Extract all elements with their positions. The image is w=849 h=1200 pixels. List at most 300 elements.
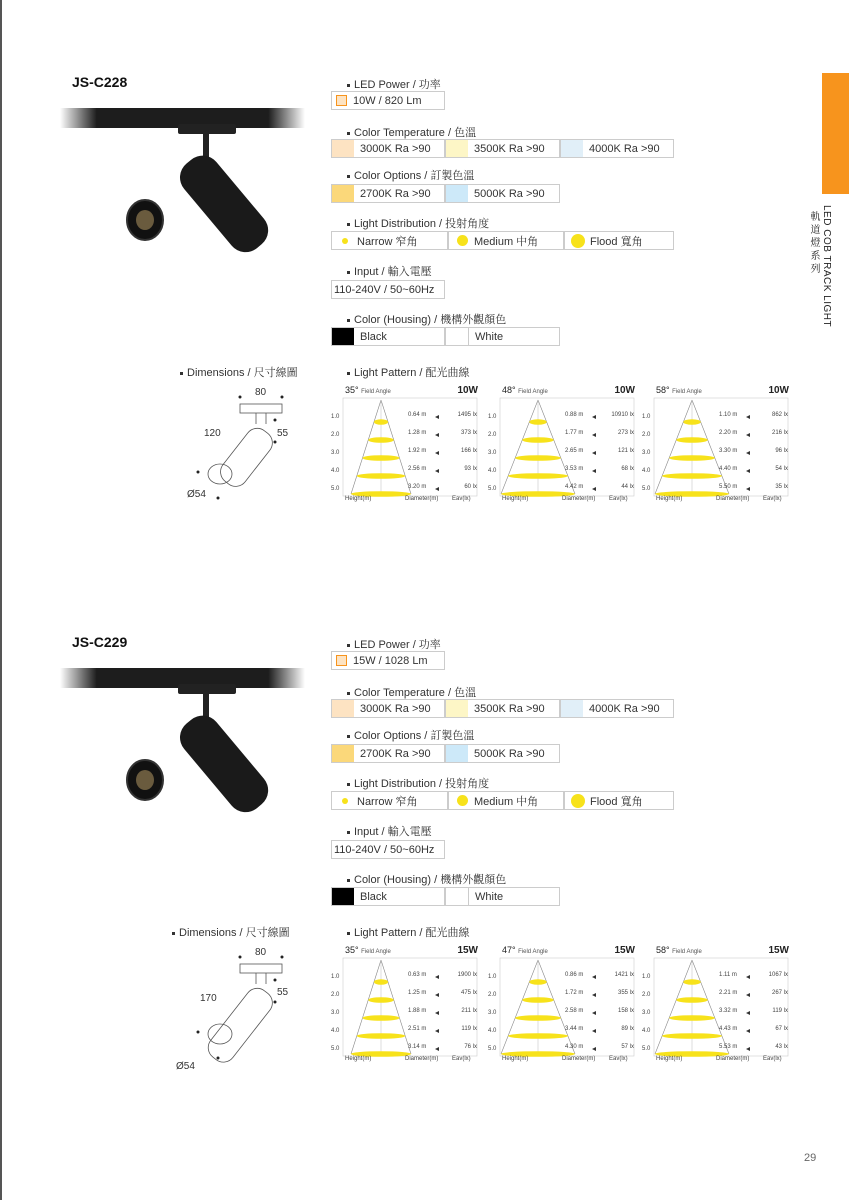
lux-label: 166 lx [460,448,477,454]
beam-dot-icon [457,795,468,806]
beam-ellipse [683,979,700,985]
chart-footer-height: Height(m) [656,496,683,502]
beam-ellipse [662,1033,722,1039]
lux-label: 216 lx [771,430,788,436]
chart-wattage: 10W [614,385,635,396]
cct-option [560,699,674,718]
diameter-label: 1.88 m [408,1008,427,1014]
dim-height: 170 [200,993,217,1004]
beam-ellipse [362,455,399,461]
chart-wattage: 10W [768,385,789,396]
power-heading: LED Power / 功率 [347,636,441,652]
track-adapter [178,684,236,694]
height-tick-label: 1.0 [488,414,497,420]
beam-dot-icon [342,238,348,244]
housing-option [331,887,445,906]
options-heading: Color Options / 訂製色溫 [347,167,474,183]
pointer-arrow [592,433,596,437]
lux-label: 89 lx [621,1026,634,1032]
cct-option [331,139,445,158]
field-angle-label: 58° Field Angle [656,945,702,955]
chart-footer-eav: Eav(lx) [609,496,628,502]
height-tick-label: 2.0 [331,432,340,438]
height-tick-label: 3.0 [488,450,497,456]
diameter-label: 1.25 m [408,990,427,996]
cct-option [331,699,445,718]
light-pattern-chart [488,385,635,507]
pointer-arrow [592,993,596,997]
height-tick-label: 5.0 [331,1046,340,1052]
dims-heading: Dimensions / 尺寸線圖 [172,924,290,940]
distribution-options [331,231,674,250]
housing-label: Black [360,330,387,343]
pointer-arrow [746,1011,750,1015]
diameter-label: 0.64 m [408,412,427,418]
cone-edge [381,960,411,1054]
beam-ellipse [357,1033,406,1039]
beam-ellipse [522,997,553,1003]
option-label: 2700K Ra >90 [360,187,431,200]
chart-footer-height: Height(m) [656,1056,683,1062]
diameter-label: 1.28 m [408,430,427,436]
diameter-label: 1.72 m [565,990,584,996]
lux-label: 43 lx [775,1044,788,1050]
diameter-label: 4.42 m [565,484,584,490]
distribution-option [331,791,448,810]
dim-height: 120 [204,428,221,439]
distribution-option [448,231,564,250]
color-swatch [561,140,583,157]
option-label: 2700K Ra >90 [360,747,431,760]
color-swatch [446,745,468,762]
cct-option [445,139,560,158]
beam-ellipse [662,473,722,479]
diameter-label: 5.53 m [719,1044,738,1050]
chart-wattage: 10W [457,385,478,396]
distribution-label: Flood 寬角 [590,795,643,808]
pointer-arrow [746,451,750,455]
side-label [808,205,832,328]
height-tick-label: 4.0 [642,468,651,474]
sun-icon [336,655,347,666]
pointer-arrow [746,415,750,419]
pointer-arrow [435,487,439,491]
lux-label: 68 lx [621,466,634,472]
diameter-label: 2.20 m [719,430,738,436]
height-tick-label: 5.0 [488,486,497,492]
power-field: 10W / 820 Lm [331,91,445,110]
dimension-drawing [180,942,310,1072]
beam-ellipse [669,455,715,461]
lux-label: 44 lx [621,484,634,490]
cct-option [445,699,560,718]
color-option [445,744,560,763]
diameter-label: 4.30 m [565,1044,584,1050]
color-swatch [446,185,468,202]
cone-edge [655,960,692,1054]
color-swatch [332,328,354,345]
height-tick-label: 1.0 [488,974,497,980]
power-heading: LED Power / 功率 [347,76,441,92]
housing-label: Black [360,890,387,903]
dist-heading: Light Distribution / 投射角度 [347,775,489,791]
chart-footer-height: Height(m) [502,496,529,502]
distribution-label: Narrow 窄角 [357,235,418,248]
housing-label: White [475,890,504,903]
field-angle-label: 35° Field Angle [345,385,391,395]
beam-cone-diagram [331,945,478,1067]
lamp-lens [136,770,154,790]
lamp-lens [136,210,154,230]
cct-heading: Color Temperature / 色溫 [347,124,476,140]
height-tick-label: 4.0 [642,1028,651,1034]
height-tick-label: 3.0 [331,450,340,456]
lux-label: 373 lx [460,430,477,436]
dist-heading: Light Distribution / 投射角度 [347,215,489,231]
beam-ellipse [515,1015,561,1021]
cct-label: 3500K Ra >90 [474,702,545,715]
options-heading: Color Options / 訂製色溫 [347,727,474,743]
track-adapter [178,124,236,134]
height-tick-label: 1.0 [642,974,651,980]
color-swatch [561,700,583,717]
dim-offset: 55 [277,987,289,998]
cone-edge [351,400,381,494]
pointer-arrow [592,1011,596,1015]
distribution-label: Medium 中角 [474,795,539,808]
beam-ellipse [676,437,707,443]
color-options [331,184,560,203]
height-tick-label: 2.0 [642,992,651,998]
housing-option [445,327,560,346]
chart-wattage: 15W [768,945,789,956]
diameter-label: 2.65 m [565,448,584,454]
distribution-label: Flood 寬角 [590,235,643,248]
cone-edge [655,400,692,494]
chart-wattage: 15W [614,945,635,956]
beam-ellipse [374,419,388,425]
dims-heading: Dimensions / 尺寸線圖 [180,364,298,380]
height-tick-label: 2.0 [488,992,497,998]
chart-footer-diameter: Diameter(m) [562,496,596,502]
beam-cone-diagram [488,385,635,507]
height-tick-label: 2.0 [642,432,651,438]
lux-label: 475 lx [460,990,477,996]
product-photo [60,100,310,260]
beam-dot-icon [457,235,468,246]
diameter-label: 2.21 m [719,990,738,996]
option-label: 5000K Ra >90 [474,187,545,200]
color-swatch [446,888,469,905]
dim-diameter: Ø54 [187,489,206,500]
pattern-heading: Light Pattern / 配光曲線 [347,364,470,380]
cct-label: 3500K Ra >90 [474,142,545,155]
cone-edge [351,960,381,1054]
light-pattern-chart [642,385,789,507]
cct-options [331,699,674,718]
pointer-arrow [435,1047,439,1051]
diameter-label: 3.44 m [565,1026,584,1032]
diameter-label: 3.14 m [408,1044,427,1050]
pointer-arrow [592,451,596,455]
color-option [331,184,445,203]
lux-label: 119 lx [461,1026,477,1032]
dim-width: 80 [255,387,267,398]
height-tick-label: 5.0 [488,1046,497,1052]
height-tick-label: 4.0 [331,1028,340,1034]
diameter-label: 2.56 m [408,466,427,472]
color-option [445,184,560,203]
input-heading: Input / 輸入電壓 [347,263,432,279]
height-tick-label: 3.0 [488,1010,497,1016]
diameter-label: 1.92 m [408,448,427,454]
housing-options [331,887,560,906]
lux-label: 119 lx [772,1008,788,1014]
input-field: 110-240V / 50~60Hz [331,840,445,859]
lux-label: 10910 lx [611,412,634,418]
lux-label: 355 lx [617,990,634,996]
lux-label: 96 lx [775,448,788,454]
beam-ellipse [676,997,707,1003]
beam-ellipse [368,437,394,443]
lux-label: 93 lx [464,466,477,472]
color-swatch [446,700,468,717]
lux-label: 267 lx [771,990,788,996]
pointer-arrow [746,975,750,979]
height-tick-label: 1.0 [331,974,340,980]
chart-footer-eav: Eav(lx) [763,496,782,502]
diameter-label: 0.63 m [408,972,427,978]
beam-ellipse [515,455,561,461]
height-tick-label: 4.0 [488,1028,497,1034]
pointer-arrow [746,487,750,491]
chart-footer-eav: Eav(lx) [452,1056,471,1062]
beam-ellipse [508,473,568,479]
pointer-arrow [435,433,439,437]
beam-dot-icon [571,794,585,808]
model-name: JS-C228 [72,74,128,90]
dim-width: 80 [255,947,267,958]
chart-footer-diameter: Diameter(m) [716,1056,750,1062]
diameter-label: 3.32 m [719,1008,738,1014]
page-left-edge [0,0,2,1200]
diameter-label: 0.86 m [565,972,584,978]
cct-label: 4000K Ra >90 [589,702,660,715]
light-pattern-chart [488,945,635,1067]
lamp-body [173,148,276,259]
pointer-arrow [435,975,439,979]
beam-dot-icon [342,798,348,804]
cct-option [560,139,674,158]
lux-label: 57 lx [621,1044,634,1050]
height-tick-label: 5.0 [642,486,651,492]
light-pattern-chart [331,945,478,1067]
lamp-body [173,708,276,819]
pointer-arrow [435,415,439,419]
cct-options [331,139,674,158]
power-field: 15W / 1028 Lm [331,651,445,670]
diameter-label: 1.10 m [719,412,738,418]
lux-label: 54 lx [775,466,788,472]
beam-ellipse [529,419,546,425]
lux-label: 60 lx [464,484,477,490]
light-pattern-chart [642,945,789,1067]
pointer-arrow [435,451,439,455]
pointer-arrow [746,433,750,437]
pointer-arrow [746,1029,750,1033]
dim-offset: 55 [277,428,289,439]
housing-options [331,327,560,346]
height-tick-label: 3.0 [642,450,651,456]
beam-cone-diagram [331,385,478,507]
chart-footer-eav: Eav(lx) [763,1056,782,1062]
pointer-arrow [746,993,750,997]
beam-ellipse [357,473,406,479]
distribution-options [331,791,674,810]
pointer-arrow [435,1029,439,1033]
pointer-arrow [592,975,596,979]
chart-footer-height: Height(m) [345,496,372,502]
lux-label: 1495 lx [457,412,477,418]
color-options [331,744,560,763]
dim-diameter: Ø54 [176,1061,195,1072]
diameter-label: 0.88 m [565,412,584,418]
pointer-arrow [435,469,439,473]
pointer-arrow [592,1029,596,1033]
beam-dot-icon [571,234,585,248]
distribution-option [564,791,674,810]
beam-ellipse [368,997,394,1003]
input-heading: Input / 輸入電壓 [347,823,432,839]
beam-cone-diagram [488,945,635,1067]
cct-label: 4000K Ra >90 [589,142,660,155]
option-label: 5000K Ra >90 [474,747,545,760]
pointer-arrow [592,415,596,419]
height-tick-label: 4.0 [488,468,497,474]
diameter-label: 2.58 m [565,1008,584,1014]
beam-ellipse [374,979,388,985]
lux-label: 1067 lx [768,972,788,978]
lux-label: 35 lx [775,484,788,490]
input-field: 110-240V / 50~60Hz [331,280,445,299]
diameter-label: 2.51 m [408,1026,427,1032]
beam-ellipse [683,419,700,425]
housing-label: White [475,330,504,343]
chart-wattage: 15W [457,945,478,956]
housing-heading: Color (Housing) / 機構外觀顏色 [347,311,506,327]
light-pattern-chart [331,385,478,507]
lux-label: 121 lx [617,448,634,454]
cct-label: 3000K Ra >90 [360,142,431,155]
chart-footer-diameter: Diameter(m) [716,496,750,502]
beam-cone-diagram [642,945,789,1067]
height-tick-label: 2.0 [488,432,497,438]
diameter-label: 3.53 m [565,466,584,472]
product-photo [60,660,310,820]
color-swatch [332,888,354,905]
beam-ellipse [529,979,546,985]
chart-footer-eav: Eav(lx) [452,496,471,502]
housing-option [331,327,445,346]
diameter-label: 4.40 m [719,466,738,472]
lux-label: 158 lx [617,1008,634,1014]
cone-edge [501,400,538,494]
distribution-label: Narrow 窄角 [357,795,418,808]
chart-footer-height: Height(m) [502,1056,529,1062]
lux-label: 862 lx [771,412,788,418]
side-label-cn: 軌道燈系列 [808,211,819,276]
pointer-arrow [592,469,596,473]
cone-edge [381,400,411,494]
pattern-heading: Light Pattern / 配光曲線 [347,924,470,940]
distribution-option [564,231,674,250]
field-angle-label: 58° Field Angle [656,385,702,395]
page-number: 29 [804,1152,817,1164]
chart-footer-diameter: Diameter(m) [405,1056,439,1062]
color-swatch [332,745,354,762]
chart-footer-diameter: Diameter(m) [405,496,439,502]
pointer-arrow [746,1047,750,1051]
height-tick-label: 1.0 [331,414,340,420]
beam-ellipse [522,437,553,443]
color-swatch [446,328,469,345]
beam-ellipse [362,1015,399,1021]
field-angle-label: 35° Field Angle [345,945,391,955]
height-tick-label: 3.0 [642,1010,651,1016]
beam-ellipse [508,1033,568,1039]
distribution-label: Medium 中角 [474,235,539,248]
cone-edge [501,960,538,1054]
beam-cone-diagram [642,385,789,507]
height-tick-label: 1.0 [642,414,651,420]
field-angle-label: 48° Field Angle [502,385,548,395]
pointer-arrow [592,487,596,491]
pointer-arrow [435,993,439,997]
housing-option [445,887,560,906]
sun-icon [336,95,347,106]
section-tab [822,73,849,194]
chart-footer-eav: Eav(lx) [609,1056,628,1062]
height-tick-label: 4.0 [331,468,340,474]
model-name: JS-C229 [72,634,128,650]
diameter-label: 5.50 m [719,484,738,490]
lux-label: 67 lx [775,1026,788,1032]
field-angle-label: 47° Field Angle [502,945,548,955]
height-tick-label: 3.0 [331,1010,340,1016]
color-option [331,744,445,763]
color-swatch [332,700,354,717]
pointer-arrow [746,469,750,473]
lux-label: 273 lx [617,430,634,436]
pointer-arrow [592,1047,596,1051]
diameter-label: 3.20 m [408,484,427,490]
color-swatch [446,140,468,157]
height-tick-label: 5.0 [642,1046,651,1052]
beam-ellipse [669,1015,715,1021]
diameter-label: 3.30 m [719,448,738,454]
diameter-label: 1.77 m [565,430,584,436]
side-label-en: LED COB TRACK LIGHT [821,205,832,328]
cct-heading: Color Temperature / 色溫 [347,684,476,700]
lux-label: 1421 lx [614,972,634,978]
color-swatch [332,140,354,157]
lux-label: 1900 lx [457,972,477,978]
chart-footer-height: Height(m) [345,1056,372,1062]
height-tick-label: 2.0 [331,992,340,998]
housing-heading: Color (Housing) / 機構外觀顏色 [347,871,506,887]
pointer-arrow [435,1011,439,1015]
chart-footer-diameter: Diameter(m) [562,1056,596,1062]
